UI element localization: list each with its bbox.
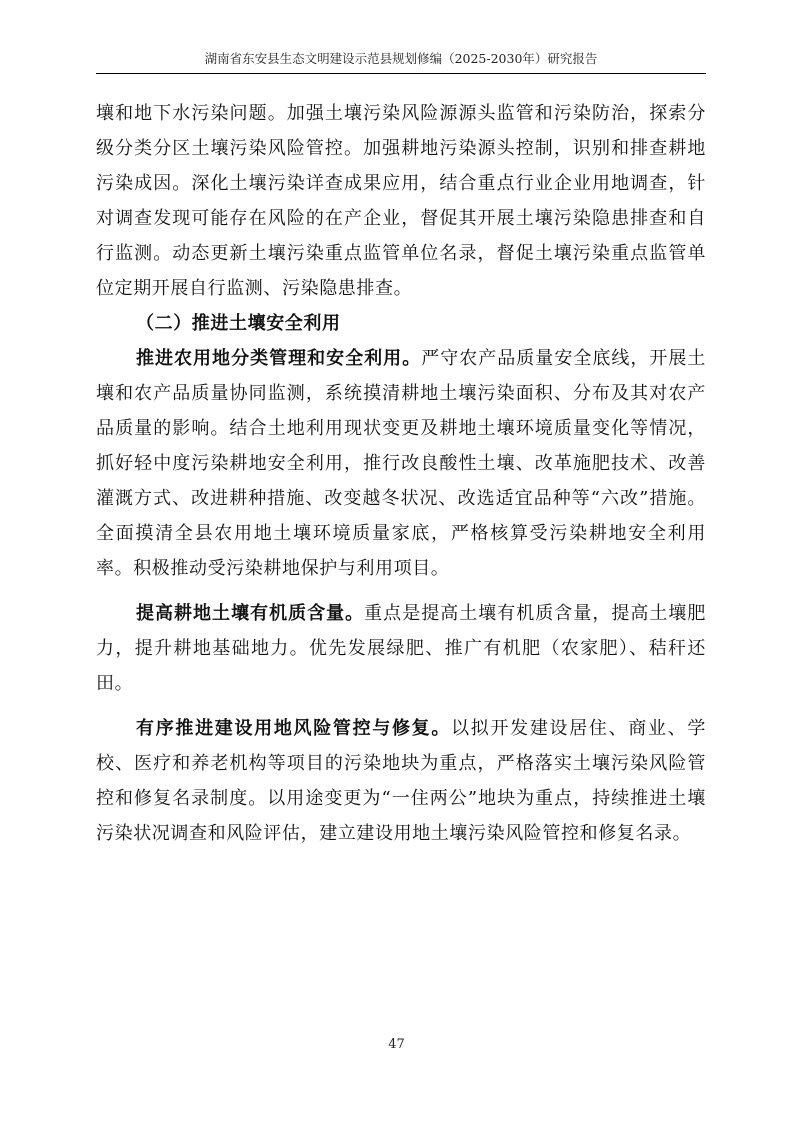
paragraph-soil-groundwater: 壤和地下水污染问题。加强土壤污染风险源源头监管和污染防治，探索分级分类分区土壤污染风险管控。加强耕地污染源头控制，识别和排查耕地污染成因。深化土壤污染详查成果应用，结合重点行业企业用地调查，针对调查发现可能存在风险的在产企业，督促其开展土壤污染隐患排查和自行监测。动态更新土壤污染重点监管单位名录，督促土壤污染重点监管单位定期开展自行监测、污染隐患排查。	[96, 103, 706, 299]
page-number: 47	[388, 1037, 405, 1052]
paragraph-text: 重点是提高土壤有机质含量，提高土壤肥力，提升耕地基础地力。优先发展绿肥、推广有机肥（农家肥）、秸秆还田。	[96, 603, 706, 694]
paragraph-organic-matter	[96, 596, 706, 701]
header-divider	[96, 73, 706, 74]
paragraph-lead: 提高耕地土壤有机质含量。	[136, 603, 365, 624]
paragraph-lead: 有序推进建设用地风险管控与修复。	[136, 718, 452, 739]
document-body	[96, 96, 706, 851]
page-header: 湖南省东安县生态文明建设示范县规划修编（2025-2030年）研究报告	[204, 51, 598, 66]
paragraph-text: 以拟开发建设居住、商业、学校、医疗和养老机构等项目的污染地块为重点，严格落实土壤污染风险管控和修复名录制度。以用途变更为“一住两公”地块为重点，持续推进土壤污染状况调查和风险评估，建立建设用地土壤污染风险管控和修复名录。	[96, 718, 706, 844]
paragraph-construction-land	[96, 711, 706, 851]
paragraph-farmland-management	[96, 341, 706, 586]
paragraph-lead: 推进农用地分类管理和安全利用。	[136, 348, 422, 369]
section-heading: （二）推进土壤安全利用	[136, 313, 341, 334]
paragraph-text: 严守农产品质量安全底线，开展土壤和农产品质量协同监测，系统摸清耕地土壤污染面积、分布及其对农产品质量的影响。结合土地利用现状变更及耕地土壤环境质量变化等情况，抓好轻中度污染耕地安全利用，推行改良酸性土壤、改革施肥技术、改善灌溉方式、改进耕种措施、改变越冬状况、改选适宜品种等“六改”措施。全面摸清全县农用地土壤环境质量家底，严格核算受污染耕地安全利用率。积极推动受污染耕地保护与利用项目。	[96, 348, 707, 579]
